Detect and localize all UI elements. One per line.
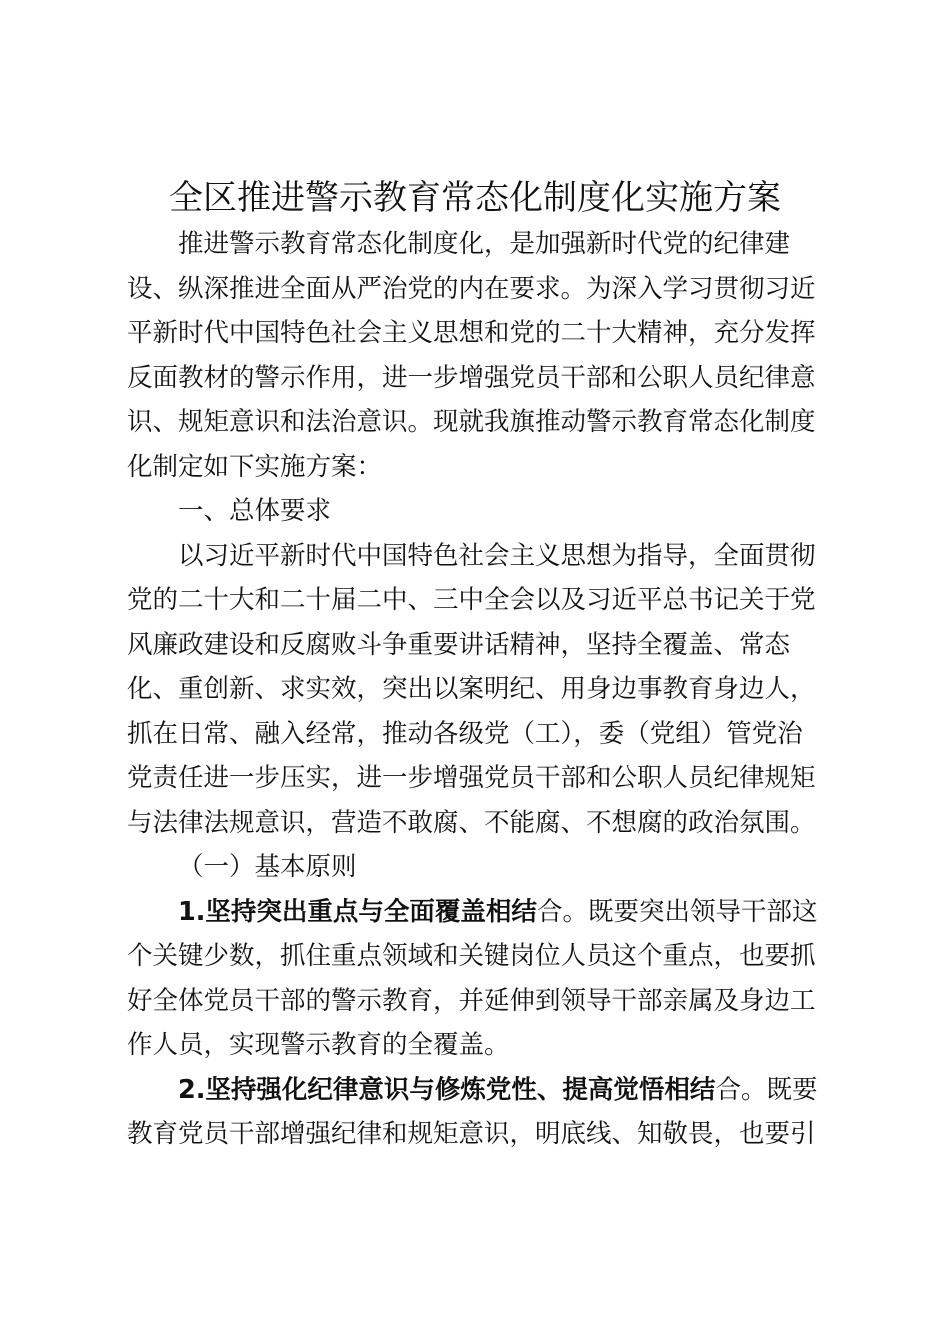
text-line: 作人员，实现警示教育的全覆盖。 bbox=[127, 1030, 510, 1060]
text-line: 党的二十大和二十届二中、三中全会以及习近平总书记关于党 bbox=[127, 585, 816, 615]
text-line: 推进警示教育常态化制度化，是加强新时代党的纪律建 bbox=[178, 229, 791, 259]
subsection-heading: （一）基本原则 bbox=[178, 852, 357, 882]
principle-title: 2.坚持强化纪律意识与修炼党性、提高觉悟相结 bbox=[178, 1074, 716, 1105]
text-line: 抓在日常、融入经常，推动各级党（工），委（党组）管党治 bbox=[127, 718, 803, 749]
text-line: 反面教材的警示作用，进一步增强党员干部和公职人员纪律意 bbox=[127, 362, 816, 393]
text-line: 设、纵深推进全面从严治党的内在要求。为深入学习贯彻习近 bbox=[127, 273, 816, 304]
text-line: 平新时代中国特色社会主义思想和党的二十大精神，充分发挥 bbox=[127, 318, 816, 348]
text-line: 化、重创新、求实效，突出以案明纪、用身边事教育身边人， bbox=[127, 674, 816, 704]
text-line: 教育党员干部增强纪律和规矩意识，明底线、知敬畏，也要引 bbox=[127, 1119, 816, 1149]
text-line bbox=[127, 1068, 821, 1113]
text-line bbox=[127, 890, 821, 935]
text-line: 好全体党员干部的警示教育，并延伸到领导干部亲属及身边工 bbox=[127, 985, 816, 1016]
text-line: 个关键少数，抓住重点领域和关键岗位人员这个重点，也要抓 bbox=[127, 941, 816, 971]
principle-text: 合。既要突出领导干部这 bbox=[536, 896, 818, 927]
principle-paragraph-1 bbox=[127, 890, 821, 1068]
principle-title: 1.坚持突出重点与全面覆盖相结 bbox=[178, 896, 537, 927]
document-title: 全区推进警示教育常态化制度化实施方案 bbox=[169, 178, 781, 218]
section-paragraph bbox=[127, 534, 821, 846]
text-line: 党责任进一步压实，进一步增强党员干部和公职人员纪律规矩 bbox=[127, 763, 816, 793]
section-heading: 一、总体要求 bbox=[178, 496, 332, 526]
text-line: 化制定如下实施方案： bbox=[127, 451, 383, 482]
text-line: 识、规矩意识和法治意识。现就我旗推动警示教育常态化制度 bbox=[127, 407, 816, 437]
text-line: 以习近平新时代中国特色社会主义思想为指导，全面贯彻 bbox=[178, 540, 816, 571]
principle-paragraph-2 bbox=[127, 1068, 821, 1157]
text-line: 风廉政建设和反腐败斗争重要讲话精神，坚持全覆盖、常态 bbox=[127, 629, 791, 660]
text-line: 与法律法规意识，营造不敢腐、不能腐、不想腐的政治氛围。 bbox=[127, 807, 816, 838]
principle-text: 合。既要 bbox=[715, 1074, 818, 1105]
intro-paragraph bbox=[127, 222, 821, 489]
document-body bbox=[127, 222, 821, 1157]
